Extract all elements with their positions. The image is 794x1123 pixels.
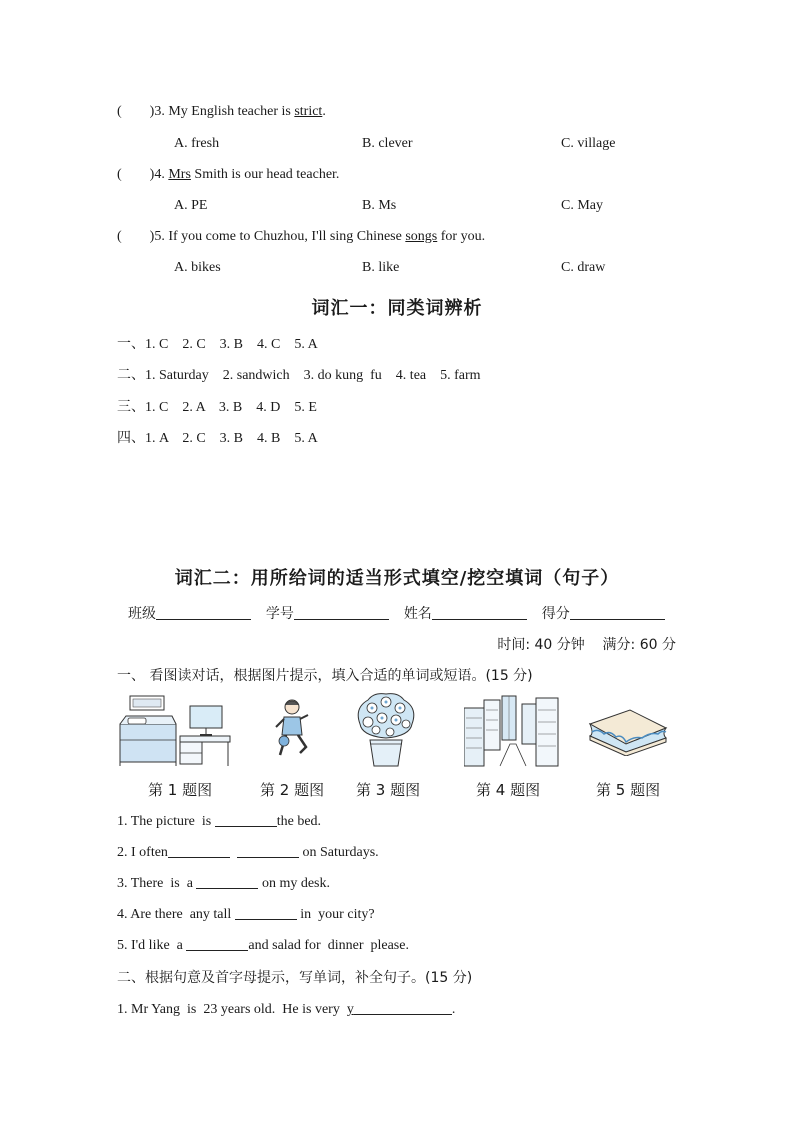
fill-question-5: 5. I'd like a and salad for dinner please. bbox=[117, 938, 409, 953]
city-buildings-icon bbox=[464, 694, 560, 768]
answer-row-2: 二、1. Saturday 2. sandwich 3. do kung fu 4. tea 5. farm bbox=[117, 368, 481, 383]
answer-row-3: 三、1. C 2. A 3. B 4. D 5. E bbox=[117, 400, 317, 415]
option-a: A. fresh bbox=[174, 136, 220, 151]
option-c: C. May bbox=[561, 198, 603, 213]
picture-caption-3: 第 3 题图 bbox=[356, 781, 421, 799]
option-b: B. like bbox=[362, 260, 400, 275]
fill-question-1: 1. The picture is the bed. bbox=[117, 814, 322, 829]
question-stem: ( )4. Mrs Smith is our head teacher. bbox=[117, 167, 340, 182]
student-info-line: 班级 学号 姓名 得分 bbox=[128, 603, 665, 623]
answer-blank[interactable] bbox=[196, 874, 258, 889]
fill-question-3: 3. There is a on my desk. bbox=[117, 876, 331, 891]
fill-question-4: 4. Are there any tall in your city? bbox=[117, 907, 375, 922]
answer-blank[interactable] bbox=[168, 843, 230, 858]
number-field[interactable] bbox=[294, 605, 389, 620]
option-c: C. village bbox=[561, 136, 616, 151]
part2-question-1: 1. Mr Yang is 23 years old. He is very y . bbox=[117, 1002, 456, 1017]
option-a: A. PE bbox=[174, 198, 208, 213]
score-field[interactable] bbox=[570, 605, 665, 620]
answer-blank[interactable] bbox=[354, 1000, 452, 1015]
sandwich-icon bbox=[586, 706, 670, 756]
picture-caption-2: 第 2 题图 bbox=[260, 781, 325, 799]
answer-row-1: 一、1. C 2. C 3. B 4. C 5. A bbox=[117, 337, 318, 352]
time-score-info: 时间: 40 分钟 满分: 60 分 bbox=[497, 637, 676, 653]
question-stem: ( )3. My English teacher is strict. bbox=[117, 104, 326, 119]
section2-title: 词汇二：用所给词的适当形式填空/挖空填词（句子） bbox=[174, 568, 620, 589]
bed-desk-computer-icon bbox=[116, 692, 232, 768]
name-field[interactable] bbox=[432, 605, 527, 620]
picture-caption-4: 第 4 题图 bbox=[476, 781, 541, 799]
answer-blank[interactable] bbox=[186, 936, 248, 951]
question-stem: ( )5. If you come to Chuzhou, I'll sing Chinese songs for you. bbox=[117, 229, 486, 244]
picture-caption-5: 第 5 题图 bbox=[596, 781, 661, 799]
kung-fu-boy-icon bbox=[272, 697, 312, 761]
flower-pot-icon bbox=[352, 690, 420, 770]
answer-row-4: 四、1. A 2. C 3. B 4. B 5. A bbox=[117, 431, 318, 446]
answer-blank[interactable] bbox=[237, 843, 299, 858]
answer-blank[interactable] bbox=[215, 812, 277, 827]
option-c: C. draw bbox=[561, 260, 606, 275]
option-a: A. bikes bbox=[174, 260, 221, 275]
answer-blank[interactable] bbox=[235, 905, 297, 920]
option-b: B. clever bbox=[362, 136, 413, 151]
class-field[interactable] bbox=[156, 605, 251, 620]
answer-key-title: 词汇一：同类词辨析 bbox=[311, 298, 483, 319]
fill-question-2: 2. I often on Saturdays. bbox=[117, 845, 379, 860]
picture-caption-1: 第 1 题图 bbox=[148, 781, 213, 799]
part2-header: 二、根据句意及首字母提示，写单词，补全句子。(15 分) bbox=[117, 970, 473, 986]
option-b: B. Ms bbox=[362, 198, 397, 213]
part1-header: 一、 看图读对话，根据图片提示，填入合适的单词或短语。(15 分) bbox=[117, 668, 533, 684]
